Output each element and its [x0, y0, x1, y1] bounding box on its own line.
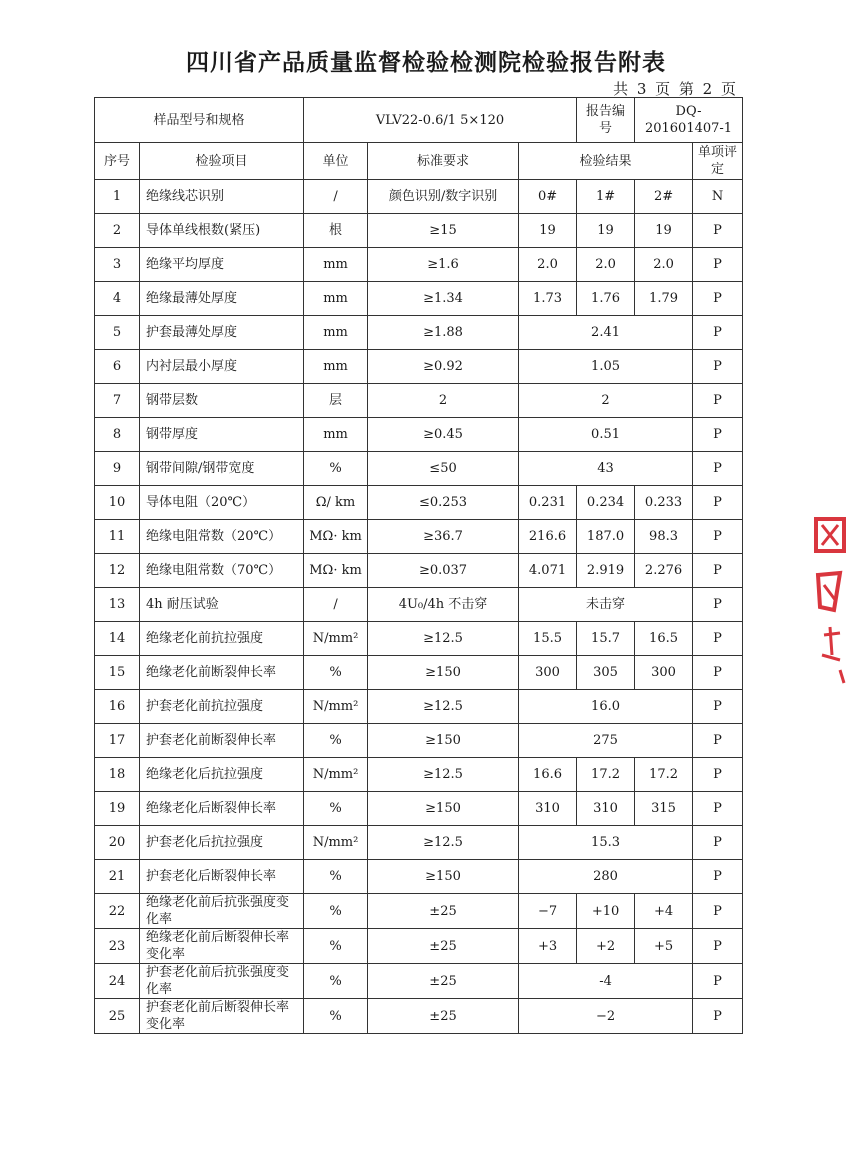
unit: 根	[304, 214, 368, 248]
test-item: 绝缘线芯识别	[140, 180, 304, 214]
verdict: P	[693, 860, 743, 894]
result-sample-2: 1.79	[635, 282, 693, 316]
result-sample-1: 187.0	[577, 520, 635, 554]
result-sample-0: 216.6	[519, 520, 577, 554]
requirement: ≥150	[368, 860, 519, 894]
test-item: 绝缘最薄处厚度	[140, 282, 304, 316]
row-number: 21	[95, 860, 140, 894]
result-sample-0: 0.231	[519, 486, 577, 520]
verdict: P	[693, 656, 743, 690]
result-sample-1: 2.0	[577, 248, 635, 282]
row-number: 6	[95, 350, 140, 384]
row-number: 15	[95, 656, 140, 690]
table-row	[95, 520, 743, 554]
row-number: 20	[95, 826, 140, 860]
result-sample-2: 2.0	[635, 248, 693, 282]
test-item: 绝缘老化前抗拉强度	[140, 622, 304, 656]
result-sample-2: +4	[635, 894, 693, 929]
verdict: N	[693, 180, 743, 214]
unit: Ω/ km	[304, 486, 368, 520]
result-merged: 15.3	[519, 826, 693, 860]
requirement: 4U₀/4h 不击穿	[368, 588, 519, 622]
row-number: 19	[95, 792, 140, 826]
requirement: ≥12.5	[368, 622, 519, 656]
unit: N/mm²	[304, 622, 368, 656]
verdict: P	[693, 792, 743, 826]
table-row	[95, 622, 743, 656]
unit: N/mm²	[304, 758, 368, 792]
result-sample-1: 305	[577, 656, 635, 690]
unit: mm	[304, 316, 368, 350]
verdict: P	[693, 418, 743, 452]
unit: %	[304, 999, 368, 1034]
unit: %	[304, 452, 368, 486]
test-item: 导体单线根数(紧压)	[140, 214, 304, 248]
table-row	[95, 690, 743, 724]
verdict: P	[693, 384, 743, 418]
table-row	[95, 248, 743, 282]
test-item: 钢带厚度	[140, 418, 304, 452]
table-row	[95, 964, 743, 999]
result-sample-2: 300	[635, 656, 693, 690]
requirement: ≥0.45	[368, 418, 519, 452]
result-sample-1: 2.919	[577, 554, 635, 588]
test-item: 绝缘老化后抗拉强度	[140, 758, 304, 792]
unit: N/mm²	[304, 690, 368, 724]
page-title: 四川省产品质量监督检验检测院检验报告附表	[186, 49, 666, 76]
result-merged: 2.41	[519, 316, 693, 350]
result-sample-0: 1.73	[519, 282, 577, 316]
verdict: P	[693, 999, 743, 1034]
unit: %	[304, 656, 368, 690]
result-merged: 0.51	[519, 418, 693, 452]
table-row	[95, 860, 743, 894]
result-merged: 275	[519, 724, 693, 758]
verdict: P	[693, 724, 743, 758]
result-sample-1: 0.234	[577, 486, 635, 520]
table-row	[95, 999, 743, 1034]
test-item: 绝缘电阻常数（70℃）	[140, 554, 304, 588]
table-body	[95, 98, 743, 1034]
result-sample-2: 17.2	[635, 758, 693, 792]
table-row	[95, 486, 743, 520]
row-number: 22	[95, 894, 140, 929]
verdict: P	[693, 350, 743, 384]
verdict: P	[693, 826, 743, 860]
header-result: 检验结果	[519, 143, 693, 180]
verdict: P	[693, 520, 743, 554]
unit: mm	[304, 248, 368, 282]
row-number: 16	[95, 690, 140, 724]
table-row	[95, 418, 743, 452]
test-item: 4h 耐压试验	[140, 588, 304, 622]
requirement: ≥36.7	[368, 520, 519, 554]
row-number: 24	[95, 964, 140, 999]
table-row	[95, 282, 743, 316]
verdict: P	[693, 282, 743, 316]
verdict: P	[693, 929, 743, 964]
page-indicator: 共 3 页 第 2 页	[613, 80, 736, 98]
result-sample-1: 1.76	[577, 282, 635, 316]
test-item: 绝缘平均厚度	[140, 248, 304, 282]
unit: %	[304, 929, 368, 964]
requirement: ≥15	[368, 214, 519, 248]
table-row	[95, 588, 743, 622]
result-merged: 1.05	[519, 350, 693, 384]
unit: %	[304, 964, 368, 999]
result-sample-0: −7	[519, 894, 577, 929]
row-number: 4	[95, 282, 140, 316]
result-sample-2: 2.276	[635, 554, 693, 588]
result-sample-0: 4.071	[519, 554, 577, 588]
requirement: 2	[368, 384, 519, 418]
table-row	[95, 180, 743, 214]
verdict: P	[693, 452, 743, 486]
row-number: 1	[95, 180, 140, 214]
test-item: 导体电阻（20℃）	[140, 486, 304, 520]
verdict: P	[693, 214, 743, 248]
verdict: P	[693, 622, 743, 656]
row-number: 25	[95, 999, 140, 1034]
table-row	[95, 894, 743, 929]
requirement: ≥1.34	[368, 282, 519, 316]
verdict: P	[693, 248, 743, 282]
table-row	[95, 214, 743, 248]
unit: MΩ· km	[304, 520, 368, 554]
result-sample-0: +3	[519, 929, 577, 964]
result-merged: -4	[519, 964, 693, 999]
unit: MΩ· km	[304, 554, 368, 588]
unit: %	[304, 894, 368, 929]
table-row	[95, 826, 743, 860]
result-sample-1: 15.7	[577, 622, 635, 656]
result-sample-1: 17.2	[577, 758, 635, 792]
table-row	[95, 350, 743, 384]
test-item: 护套老化后抗拉强度	[140, 826, 304, 860]
report-no-value: DQ-201601407-1	[635, 98, 743, 143]
requirement: ≥12.5	[368, 690, 519, 724]
unit: N/mm²	[304, 826, 368, 860]
test-item: 钢带间隙/钢带宽度	[140, 452, 304, 486]
verdict: P	[693, 486, 743, 520]
result-sample-0: 310	[519, 792, 577, 826]
requirement: ≥12.5	[368, 758, 519, 792]
result-sample-2: 0.233	[635, 486, 693, 520]
row-number: 7	[95, 384, 140, 418]
result-sample-0: 15.5	[519, 622, 577, 656]
requirement: ≤0.253	[368, 486, 519, 520]
test-item: 绝缘老化前断裂伸长率	[140, 656, 304, 690]
requirement: ≥150	[368, 724, 519, 758]
result-sample-0: 300	[519, 656, 577, 690]
result-sample-2: 19	[635, 214, 693, 248]
unit: mm	[304, 418, 368, 452]
table-row	[95, 929, 743, 964]
table-row	[95, 554, 743, 588]
test-item: 绝缘老化前后抗张强度变化率	[140, 894, 304, 929]
requirement: ≥0.92	[368, 350, 519, 384]
unit: /	[304, 180, 368, 214]
result-sample-1: 310	[577, 792, 635, 826]
test-item: 绝缘老化后断裂伸长率	[140, 792, 304, 826]
requirement: ≥150	[368, 656, 519, 690]
test-item: 护套老化前后抗张强度变化率	[140, 964, 304, 999]
test-item: 钢带层数	[140, 384, 304, 418]
test-item: 绝缘老化前后断裂伸长率变化率	[140, 929, 304, 964]
result-merged: 未击穿	[519, 588, 693, 622]
result-sample-0: 0#	[519, 180, 577, 214]
row-number: 23	[95, 929, 140, 964]
requirement: ≥1.6	[368, 248, 519, 282]
verdict: P	[693, 758, 743, 792]
requirement: ±25	[368, 929, 519, 964]
red-seal-fragment	[810, 515, 852, 685]
test-item: 护套最薄处厚度	[140, 316, 304, 350]
test-item: 护套老化前后断裂伸长率变化率	[140, 999, 304, 1034]
result-sample-1: 19	[577, 214, 635, 248]
result-merged: 16.0	[519, 690, 693, 724]
requirement: ≥0.037	[368, 554, 519, 588]
requirement: ≥1.88	[368, 316, 519, 350]
result-sample-0: 2.0	[519, 248, 577, 282]
result-merged: 280	[519, 860, 693, 894]
test-item: 绝缘电阻常数（20℃）	[140, 520, 304, 554]
test-item: 护套老化前抗拉强度	[140, 690, 304, 724]
row-number: 3	[95, 248, 140, 282]
sample-value: VLV22-0.6/1 5×120	[304, 98, 577, 143]
inspection-table	[94, 97, 743, 1034]
row-number: 14	[95, 622, 140, 656]
table-row	[95, 316, 743, 350]
seal-stroke	[822, 627, 840, 660]
verdict: P	[693, 316, 743, 350]
sample-label: 样品型号和规格	[95, 98, 304, 143]
column-header-row	[95, 143, 743, 180]
unit: %	[304, 860, 368, 894]
result-merged: −2	[519, 999, 693, 1034]
seal-stroke	[840, 670, 844, 683]
result-sample-2: 98.3	[635, 520, 693, 554]
row-number: 5	[95, 316, 140, 350]
result-sample-2: +5	[635, 929, 693, 964]
requirement: ±25	[368, 999, 519, 1034]
header-item: 检验项目	[140, 143, 304, 180]
test-item: 护套老化前断裂伸长率	[140, 724, 304, 758]
row-number: 12	[95, 554, 140, 588]
table-row	[95, 792, 743, 826]
table-row	[95, 724, 743, 758]
row-number: 18	[95, 758, 140, 792]
report-no-label: 报告编号	[577, 98, 635, 143]
result-sample-1: +2	[577, 929, 635, 964]
header-verdict: 单项评定	[693, 143, 743, 180]
seal-stroke	[822, 525, 838, 545]
table-row	[95, 452, 743, 486]
result-sample-2: 315	[635, 792, 693, 826]
result-sample-2: 16.5	[635, 622, 693, 656]
verdict: P	[693, 588, 743, 622]
sample-row	[95, 98, 743, 143]
unit: %	[304, 792, 368, 826]
result-merged: 2	[519, 384, 693, 418]
unit: 层	[304, 384, 368, 418]
seal-stroke	[824, 585, 836, 601]
unit: /	[304, 588, 368, 622]
requirement: ≥12.5	[368, 826, 519, 860]
result-sample-2: 2#	[635, 180, 693, 214]
row-number: 11	[95, 520, 140, 554]
verdict: P	[693, 964, 743, 999]
row-number: 9	[95, 452, 140, 486]
requirement: ±25	[368, 964, 519, 999]
requirement: ±25	[368, 894, 519, 929]
row-number: 10	[95, 486, 140, 520]
header-no: 序号	[95, 143, 140, 180]
test-item: 护套老化后断裂伸长率	[140, 860, 304, 894]
row-number: 2	[95, 214, 140, 248]
row-number: 13	[95, 588, 140, 622]
test-item: 内衬层最小厚度	[140, 350, 304, 384]
row-number: 8	[95, 418, 140, 452]
result-sample-1: 1#	[577, 180, 635, 214]
requirement: ≥150	[368, 792, 519, 826]
result-sample-0: 16.6	[519, 758, 577, 792]
table-row	[95, 656, 743, 690]
unit: mm	[304, 282, 368, 316]
table-row	[95, 384, 743, 418]
requirement: 颜色识别/数字识别	[368, 180, 519, 214]
verdict: P	[693, 554, 743, 588]
unit: mm	[304, 350, 368, 384]
result-sample-1: +10	[577, 894, 635, 929]
verdict: P	[693, 894, 743, 929]
table-row	[95, 758, 743, 792]
unit: %	[304, 724, 368, 758]
result-merged: 43	[519, 452, 693, 486]
row-number: 17	[95, 724, 140, 758]
header-requirement: 标准要求	[368, 143, 519, 180]
requirement: ≤50	[368, 452, 519, 486]
header-unit: 单位	[304, 143, 368, 180]
verdict: P	[693, 690, 743, 724]
result-sample-0: 19	[519, 214, 577, 248]
